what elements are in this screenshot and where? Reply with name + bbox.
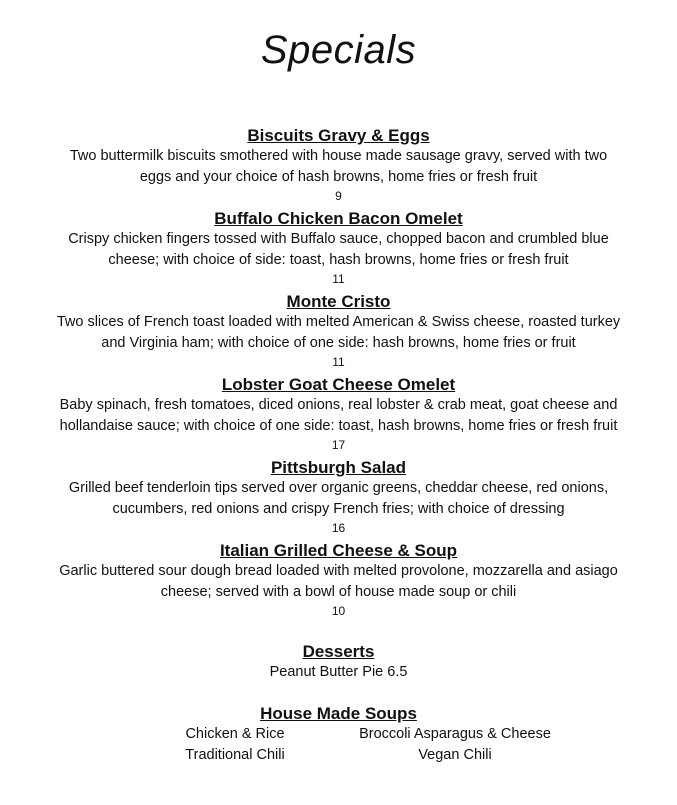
special-description-line: cheese; served with a bowl of house made soup or chili xyxy=(160,584,517,600)
special-item xyxy=(20,457,657,536)
special-name: Monte Cristo xyxy=(286,292,391,311)
desserts-heading: Desserts xyxy=(302,642,375,661)
soup-item: Traditional Chili xyxy=(185,747,285,763)
special-description-line: Crispy chicken fingers tossed with Buffalo sauce, chopped bacon and crumbled blue xyxy=(68,231,609,247)
special-description-line: hollandaise sauce; with choice of one side: toast, hash browns, home fries or fresh fruit xyxy=(59,418,618,434)
soup-item: Broccoli Asparagus & Cheese xyxy=(359,726,551,742)
special-item xyxy=(20,208,657,287)
special-price: 11 xyxy=(332,272,345,286)
page-title: Specials xyxy=(260,28,417,72)
special-item xyxy=(20,540,657,619)
soup-item: Chicken & Rice xyxy=(185,726,285,742)
special-item xyxy=(20,291,657,370)
special-name: Italian Grilled Cheese & Soup xyxy=(219,541,458,560)
special-description-line: Two buttermilk biscuits smothered with house made sausage gravy, served with two xyxy=(69,148,608,164)
special-description-line: Grilled beef tenderloin tips served over organic greens, cheddar cheese, red onions, xyxy=(68,480,609,496)
special-price: 10 xyxy=(331,604,346,618)
special-price: 11 xyxy=(332,355,345,369)
special-description-line: eggs and your choice of hash browns, home fries or fresh fruit xyxy=(139,169,538,185)
soups-heading: House Made Soups xyxy=(260,704,417,723)
special-item xyxy=(20,374,657,453)
special-name: Pittsburgh Salad xyxy=(270,458,407,477)
special-price: 17 xyxy=(331,438,346,452)
soup-item: Vegan Chili xyxy=(418,747,492,763)
dessert-item: Peanut Butter Pie 6.5 xyxy=(269,664,408,680)
special-name: Lobster Goat Cheese Omelet xyxy=(221,375,456,394)
special-description-line: Two slices of French toast loaded with melted American & Swiss cheese, roasted turkey xyxy=(56,314,621,330)
special-description-line: cucumbers, red onions and crispy French fries; with choice of dressing xyxy=(112,501,565,517)
special-name: Buffalo Chicken Bacon Omelet xyxy=(214,209,463,228)
special-description-line: cheese; with choice of side: toast, hash browns, home fries or fresh fruit xyxy=(108,252,569,268)
special-name: Biscuits Gravy & Eggs xyxy=(247,126,430,145)
special-price: 9 xyxy=(335,189,342,203)
special-price: 16 xyxy=(331,521,346,535)
special-item xyxy=(20,125,657,204)
special-description-line: Baby spinach, fresh tomatoes, diced onions, real lobster & crab meat, goat cheese and xyxy=(59,397,618,413)
special-description-line: Garlic buttered sour dough bread loaded with melted provolone, mozzarella and asiago xyxy=(59,563,618,579)
soups-list xyxy=(130,724,570,766)
special-description-line: and Virginia ham; with choice of one side: hash browns, home fries or fruit xyxy=(101,335,576,351)
